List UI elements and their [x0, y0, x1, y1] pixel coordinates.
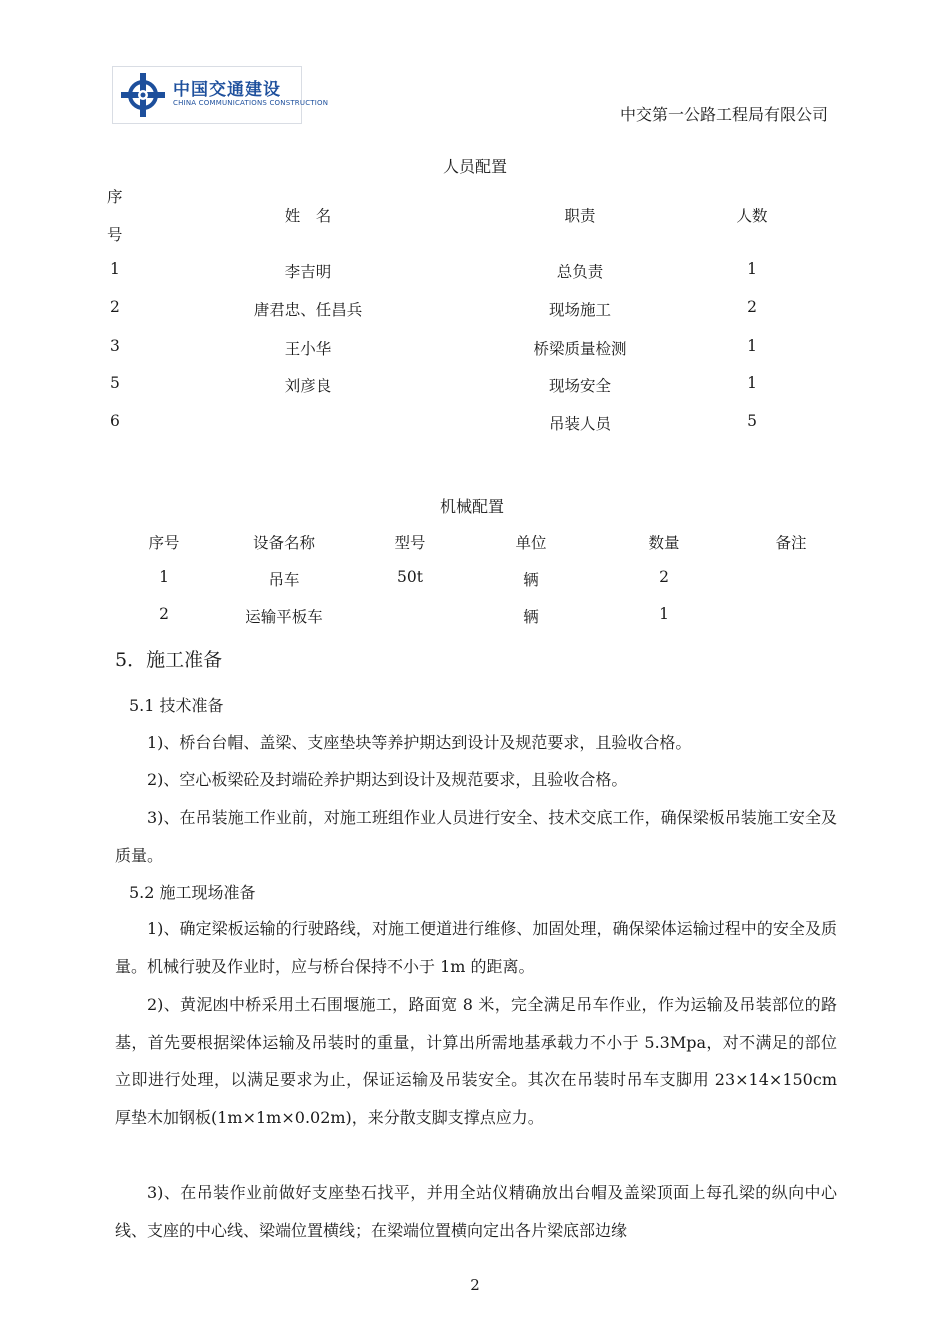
header-equipment: 设备名称: [252, 534, 316, 552]
row-no: 1: [110, 260, 120, 278]
row-duty: 总负责: [556, 263, 604, 281]
section-heading: 5．施工准备: [115, 649, 223, 671]
page-number: 2: [470, 1276, 480, 1294]
subsection-heading: 5.2 施工现场准备: [129, 883, 256, 902]
row-duty: 现场安全: [548, 377, 612, 395]
row-model: 50t: [397, 568, 423, 586]
row-name: 李吉明: [284, 263, 332, 281]
row-equipment: 吊车: [268, 571, 300, 589]
row-duty: 现场施工: [548, 301, 612, 319]
header-duty: 职责: [564, 207, 596, 225]
row-name: 刘彦良: [284, 377, 332, 395]
row-no: 2: [159, 605, 169, 623]
row-count: 1: [747, 337, 757, 355]
row-count: 1: [747, 260, 757, 278]
row-name: 唐君忠、任昌兵: [253, 301, 363, 319]
row-count: 1: [747, 374, 757, 392]
row-count: 5: [747, 412, 757, 430]
paragraph: 2)、空心板梁砼及封端砼养护期达到设计及规范要求，且验收合格。: [147, 770, 628, 789]
row-name: 王小华: [284, 340, 332, 358]
row-no: 3: [110, 337, 120, 355]
company-logo: [112, 66, 329, 124]
header-count: 人数: [736, 207, 768, 225]
row-unit: 辆: [523, 571, 539, 589]
header-no-line1: 序: [107, 188, 123, 206]
row-duty: 吊装人员: [548, 415, 612, 433]
header-model: 型号: [394, 534, 426, 552]
row-qty: 1: [659, 605, 669, 623]
company-name: 中交第一公路工程局有限公司: [619, 105, 828, 124]
row-no: 5: [110, 374, 120, 392]
row-equipment: 运输平板车: [245, 608, 323, 626]
header-no: 序号: [148, 534, 180, 552]
paragraph: 1)、确定梁板运输的行驶路线，对施工便道进行维修、加固处理，确保梁体运输过程中的安全及质量。机械行驶及作业时，应与桥台保持不小于 1m 的距离。: [115, 919, 837, 976]
header-note: 备注: [775, 534, 807, 552]
header-unit: 单位: [515, 534, 547, 552]
header-no-line2: 号: [107, 226, 123, 244]
header-name: 姓 名: [284, 207, 332, 225]
paragraph: 2)、黄泥凼中桥采用土石围堰施工，路面宽 8 米，完全满足吊车作业，作为运输及吊装部位的路基，首先要根据梁体运输及吊装时的重量，计算出所需地基承载力不小于 5.3Mpa，对不满足的部位立即进行处理，以满足要求为止，保证运输及吊装安全。其次在吊装时吊车支脚用 23×14×150cm 厚垫木加钢板(1m×1m×0.02m)，来分散支脚支撑点应力。: [115, 995, 837, 1127]
row-unit: 辆: [523, 608, 539, 626]
header-qty: 数量: [648, 534, 680, 552]
row-no: 6: [110, 412, 120, 430]
row-no: 1: [159, 568, 169, 586]
paragraph: 3)、在吊装施工作业前，对施工班组作业人员进行安全、技术交底工作，确保梁板吊装施工安全及质量。: [115, 808, 837, 865]
machinery-title: 机械配置: [439, 497, 505, 516]
paragraph: 3)、在吊装作业前做好支座垫石找平，并用全站仪精确放出台帽及盖梁顶面上每孔梁的纵向中心线、支座的中心线、梁端位置横线；在梁端位置横向定出各片梁底部边缘: [115, 1183, 837, 1240]
logo-english-text: CHINA COMMUNICATIONS CONSTRUCTION: [173, 99, 329, 107]
logo-chinese-text: 中国交通建设: [173, 80, 281, 100]
row-no: 2: [110, 298, 120, 316]
row-count: 2: [747, 298, 757, 316]
personnel-title: 人员配置: [442, 157, 508, 176]
row-qty: 2: [659, 568, 669, 586]
row-duty: 桥梁质量检测: [533, 340, 627, 358]
paragraph: 1)、桥台台帽、盖梁、支座垫块等养护期达到设计及规范要求，且验收合格。: [147, 733, 692, 752]
subsection-heading: 5.1 技术准备: [129, 696, 224, 715]
china-communications-logo-icon: [119, 71, 167, 119]
